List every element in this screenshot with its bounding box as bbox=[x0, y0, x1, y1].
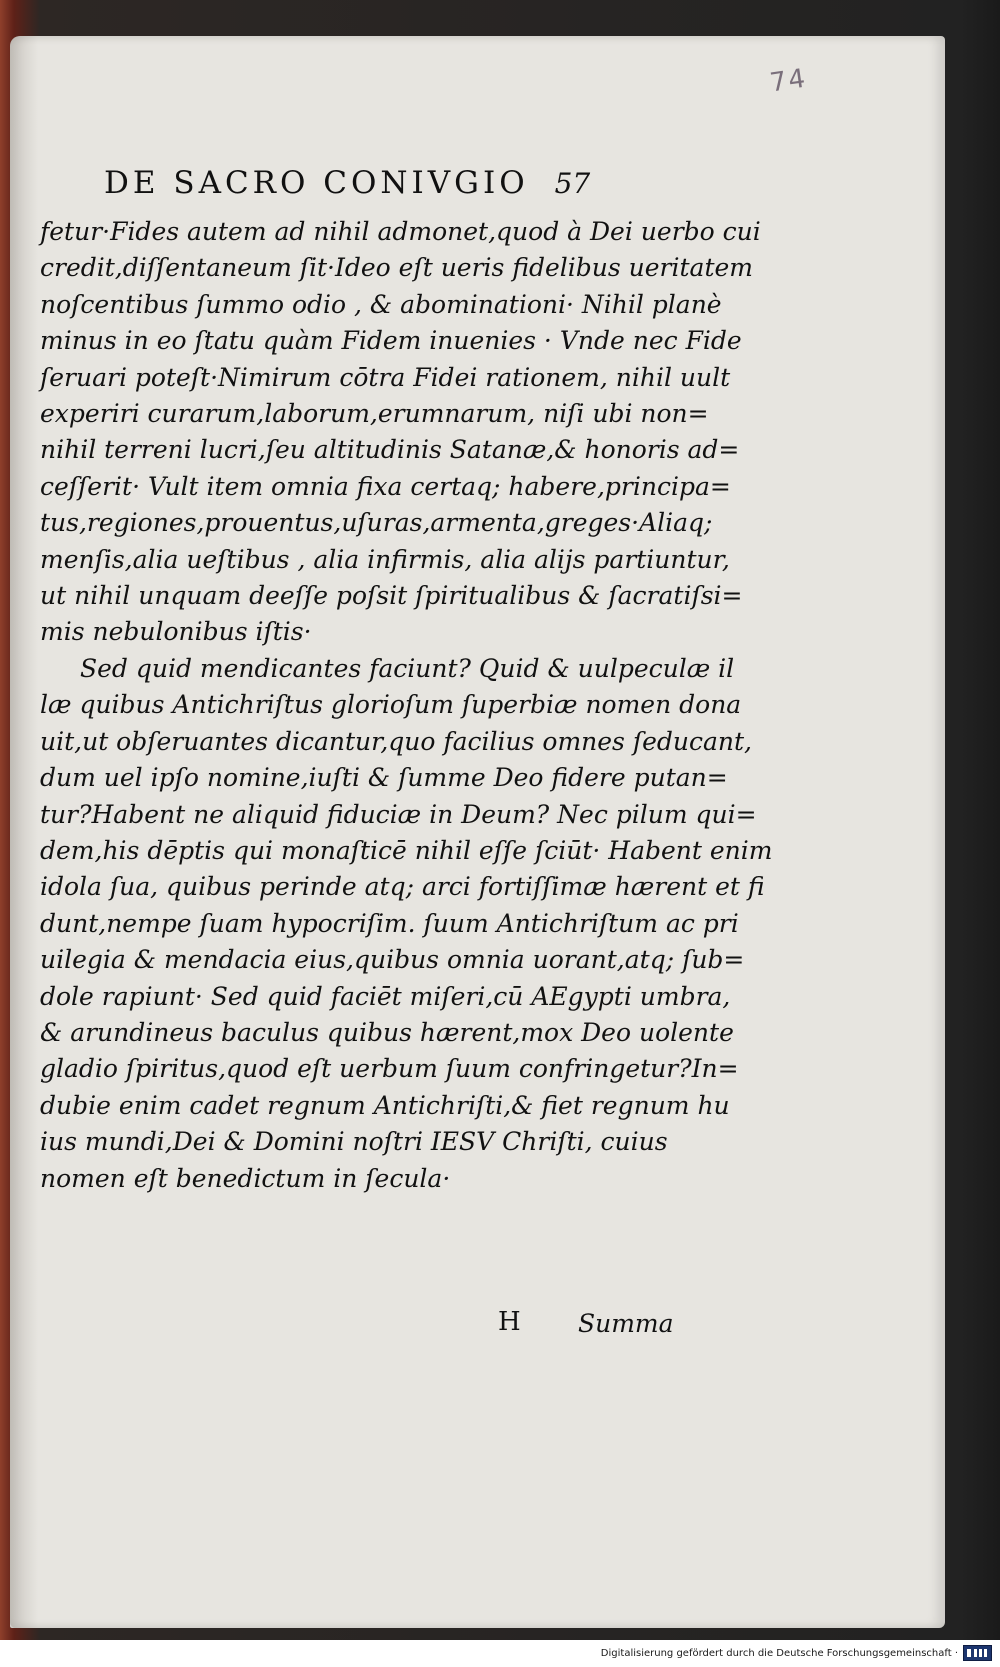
text-line: experiri curarum,laborum,erumnarum, niſi ubi non= bbox=[40, 399, 709, 429]
text-line: ius mundi,Dei & Domini noſtri IESV Chriſti, cuius bbox=[40, 1127, 668, 1157]
dfg-logo-icon bbox=[963, 1645, 992, 1661]
text-line: fetur·Fides autem ad nihil admonet,quod à Dei uerbo cui bbox=[40, 217, 761, 246]
running-head bbox=[104, 165, 704, 201]
running-head-title: DE SACRO CONIVGIO bbox=[104, 165, 529, 201]
text-line: ſeruari poteſt·Nimirum cōtra Fidei rationem, nihil uult bbox=[40, 362, 731, 392]
text-line: nihil terreni lucri,ſeu altitudinis Satanæ,& honoris ad= bbox=[40, 435, 740, 465]
body-text bbox=[40, 214, 773, 1197]
text-line: nomen eſt benedictum in ſecula· bbox=[40, 1163, 451, 1193]
paragraph-start-line: Sed quid mendicantes faciunt? Quid & uulpeculæ il bbox=[80, 653, 735, 683]
text-line: dunt,nempe ſuam hypocriſim. ſuum Antichriſtum ac pri bbox=[40, 908, 739, 938]
text-line: credit,diſſentaneum ſit·Ideo eſt ueris fidelibus ueritatem bbox=[40, 253, 754, 283]
footer-credit-text: Digitalisierung gefördert durch die Deutsche Forschungsgemeinschaft · bbox=[600, 1648, 958, 1659]
text-line: ceſſerit· Vult item omnia fixa certaq; habere,principa= bbox=[40, 471, 731, 501]
text-line: ut nihil unquam deeſſe poſsit ſpiritualibus & ſacratiſsi= bbox=[40, 581, 743, 611]
text-line: minus in eo ſtatu quàm Fidem inuenies · Vnde nec Fide bbox=[40, 326, 742, 356]
text-line: dole rapiunt· Sed quid faciēt miſeri,cū AEgypti umbra, bbox=[40, 981, 731, 1011]
text-line: tus,regiones,prouentus,uſuras,armenta,greges·Aliaq; bbox=[40, 508, 713, 538]
text-line: menſis,alia ueſtibus , alia infirmis, alia alijs partiuntur, bbox=[40, 544, 730, 574]
text-line: gladio ſpiritus,quod eſt uerbum ſuum confringetur?In= bbox=[40, 1054, 739, 1084]
page-number: 57 bbox=[554, 167, 591, 200]
catchword: Summa bbox=[578, 1309, 674, 1338]
text-line: noſcentibus ſummo odio , & abominationi· Nihil planè bbox=[40, 289, 722, 319]
signature-mark: H bbox=[498, 1307, 521, 1337]
text-line: dubie enim cadet regnum Antichriſti,& fiet regnum hu bbox=[40, 1090, 730, 1120]
text-line: dum uel ipſo nomine,iuſti & ſumme Deo fidere putan= bbox=[40, 763, 728, 793]
text-line: mis nebulonibus iſtis· bbox=[40, 617, 312, 647]
page-gutter-shadow bbox=[10, 36, 38, 1628]
text-line: uilegia & mendacia eius,quibus omnia uorant,atq; ſub= bbox=[40, 945, 745, 975]
text-line: læ quibus Antichriſtus glorioſum ſuperbiæ nomen dona bbox=[40, 690, 742, 720]
text-line: uit,ut obſeruantes dicantur,quo facilius omnes ſeducant, bbox=[40, 726, 752, 756]
folio-number: 74 bbox=[768, 63, 810, 99]
digitization-footer bbox=[0, 1640, 1000, 1667]
text-line: & arundineus baculus quibus hærent,mox Deo uolente bbox=[40, 1017, 734, 1047]
text-line: dem,his dēptis qui monaſticē nihil eſſe ſciūt· Habent enim bbox=[40, 835, 773, 865]
text-line: tur?Habent ne aliquid fiduciæ in Deum? Nec pilum qui= bbox=[40, 799, 757, 829]
text-line: idola ſua, quibus perinde atq; arci fortiſſimæ hærent et fi bbox=[40, 872, 765, 902]
